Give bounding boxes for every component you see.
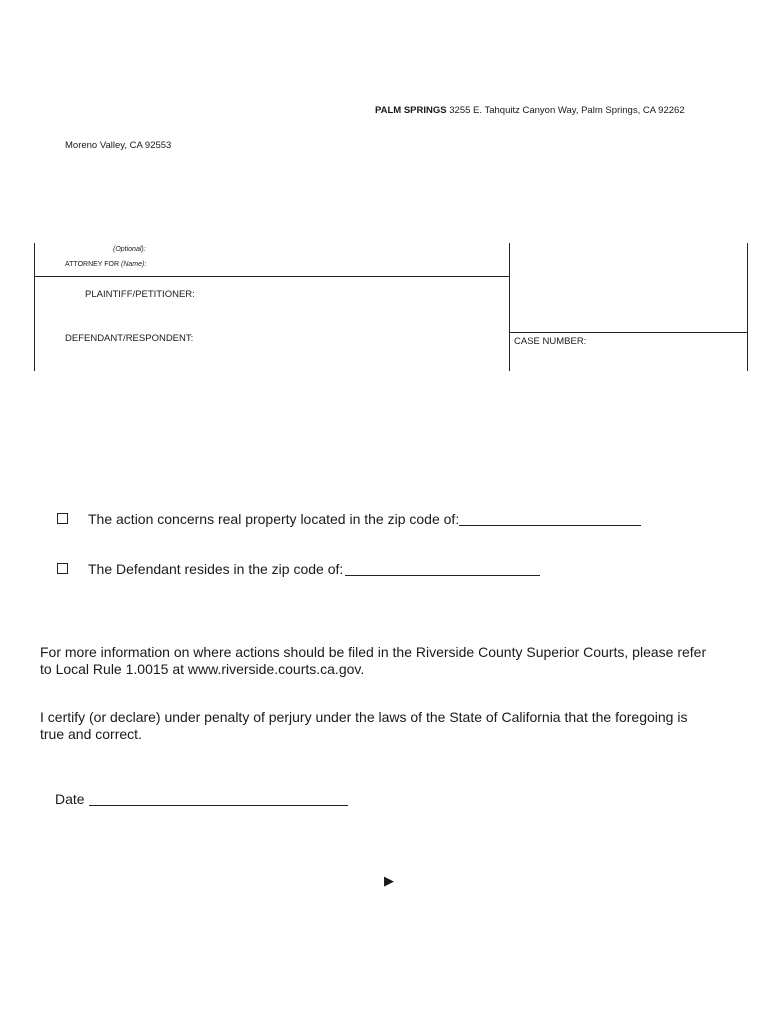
- attorney-for-prefix: ATTORNEY FOR: [65, 261, 120, 268]
- court-location-name: PALM SPRINGS: [375, 105, 447, 116]
- defendant-residence-zip-field[interactable]: [345, 575, 540, 576]
- real-property-zip-field[interactable]: [459, 525, 641, 526]
- real-property-checkbox[interactable]: [57, 513, 68, 524]
- caption-divider: [34, 276, 510, 277]
- court-location: [375, 105, 685, 116]
- defendant-residence-checkbox[interactable]: [57, 563, 68, 574]
- certify-text-line-1: I certify (or declare) under penalty of perjury under the laws of the State of California that the foregoing is: [40, 709, 688, 725]
- attorney-for-label: [65, 261, 146, 268]
- address-line: Moreno Valley, CA 92553: [65, 140, 172, 151]
- info-text-line-1: For more information on where actions should be filed in the Riverside County Superior Courts, please refer: [40, 644, 707, 660]
- optional-label: (Optional):: [113, 246, 146, 253]
- caption-middle-border: [509, 243, 510, 371]
- defendant-label: DEFENDANT/RESPONDENT:: [65, 333, 194, 344]
- real-property-label: The action concerns real property located in the zip code of:: [88, 511, 460, 527]
- case-number-label: CASE NUMBER:: [514, 336, 587, 347]
- certify-text-line-2: true and correct.: [40, 726, 142, 742]
- date-label: Date: [55, 791, 85, 807]
- attorney-for-name-label: (Name):: [121, 261, 147, 268]
- signature-arrow-icon: ▶: [384, 873, 394, 888]
- info-text-line-2: to Local Rule 1.0015 at www.riverside.courts.ca.gov.: [40, 661, 365, 677]
- plaintiff-label: PLAINTIFF/PETITIONER:: [85, 289, 195, 300]
- defendant-residence-label: The Defendant resides in the zip code of:: [88, 561, 344, 577]
- date-field[interactable]: [89, 805, 348, 806]
- caption-left-border: [34, 243, 35, 371]
- caption-right-border: [747, 243, 748, 371]
- case-number-divider: [509, 332, 748, 333]
- court-location-address: 3255 E. Tahquitz Canyon Way, Palm Springs, CA 92262: [449, 105, 685, 116]
